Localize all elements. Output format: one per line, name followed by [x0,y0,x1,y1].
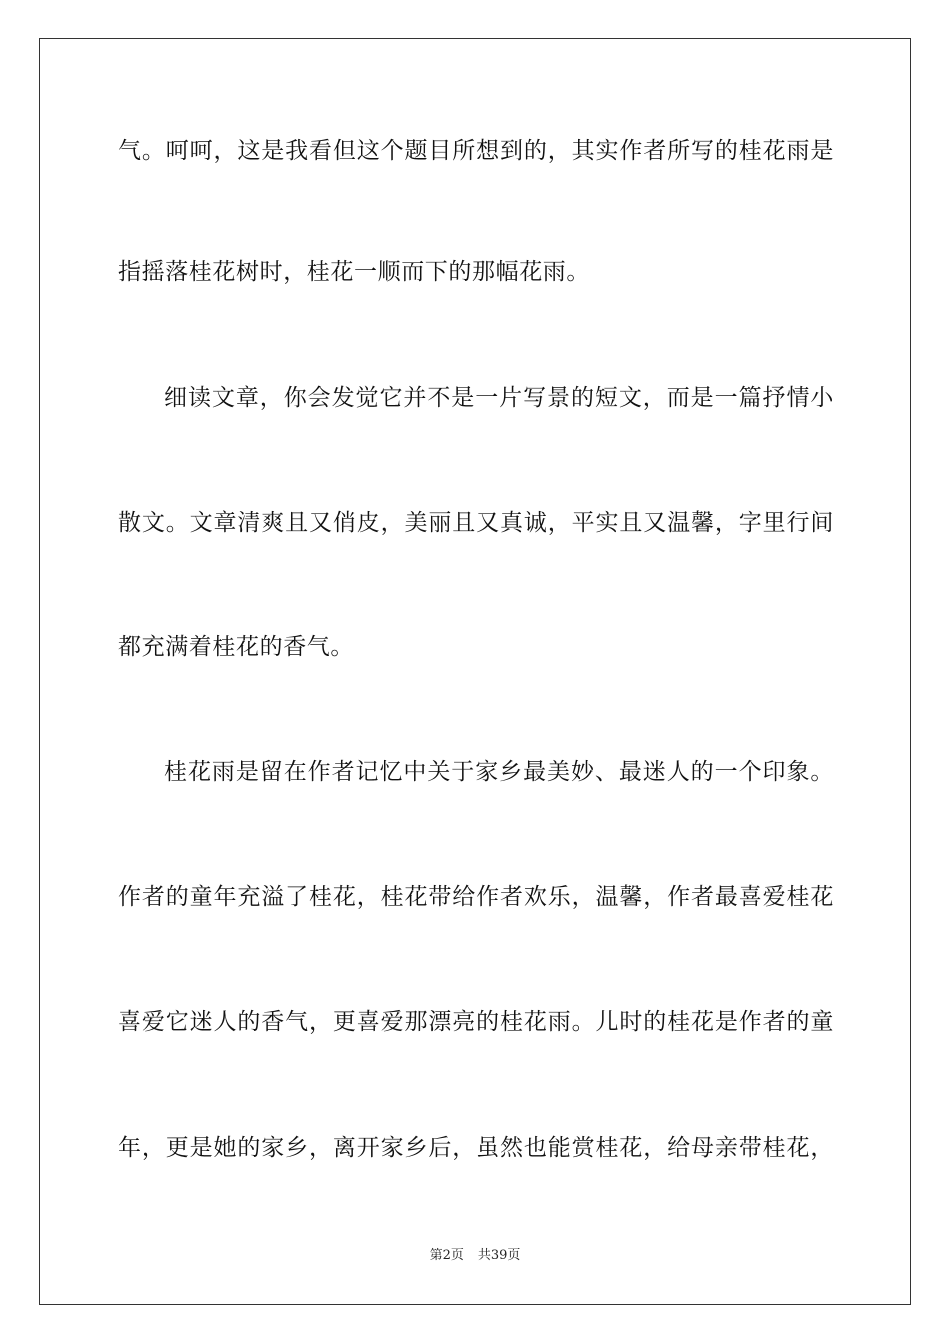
page-total: 共39页 [477,1248,521,1263]
text-line-4: 散文。文章清爽且又俏皮，美丽且又真诚，平实且又温馨，字里行间 [118,510,834,536]
text-line-8: 喜爱它迷人的香气，更喜爱那漂亮的桂花雨。儿时的桂花是作者的童 [118,1009,834,1035]
page-frame [39,38,911,1305]
page-footer [0,1247,950,1265]
text-line-2: 指摇落桂花树时，桂花一顺而下的那幅花雨。 [118,259,590,285]
text-line-9: 年，更是她的家乡，离开家乡后，虽然也能赏桂花，给母亲带桂花， [118,1135,834,1161]
text-line-1: 气。呵呵，这是我看但这个题目所想到的，其实作者所写的桂花雨是 [118,138,834,164]
text-line-5: 都充满着桂花的香气。 [118,634,354,660]
text-line-6: 桂花雨是留在作者记忆中关于家乡最美妙、最迷人的一个印象。 [164,759,834,785]
text-line-7: 作者的童年充溢了桂花，桂花带给作者欢乐，温馨，作者最喜爱桂花 [118,884,834,910]
text-line-3: 细读文章，你会发觉它并不是一片写景的短文，而是一篇抒情小 [164,385,834,411]
page-number: 第2页 [429,1248,464,1263]
